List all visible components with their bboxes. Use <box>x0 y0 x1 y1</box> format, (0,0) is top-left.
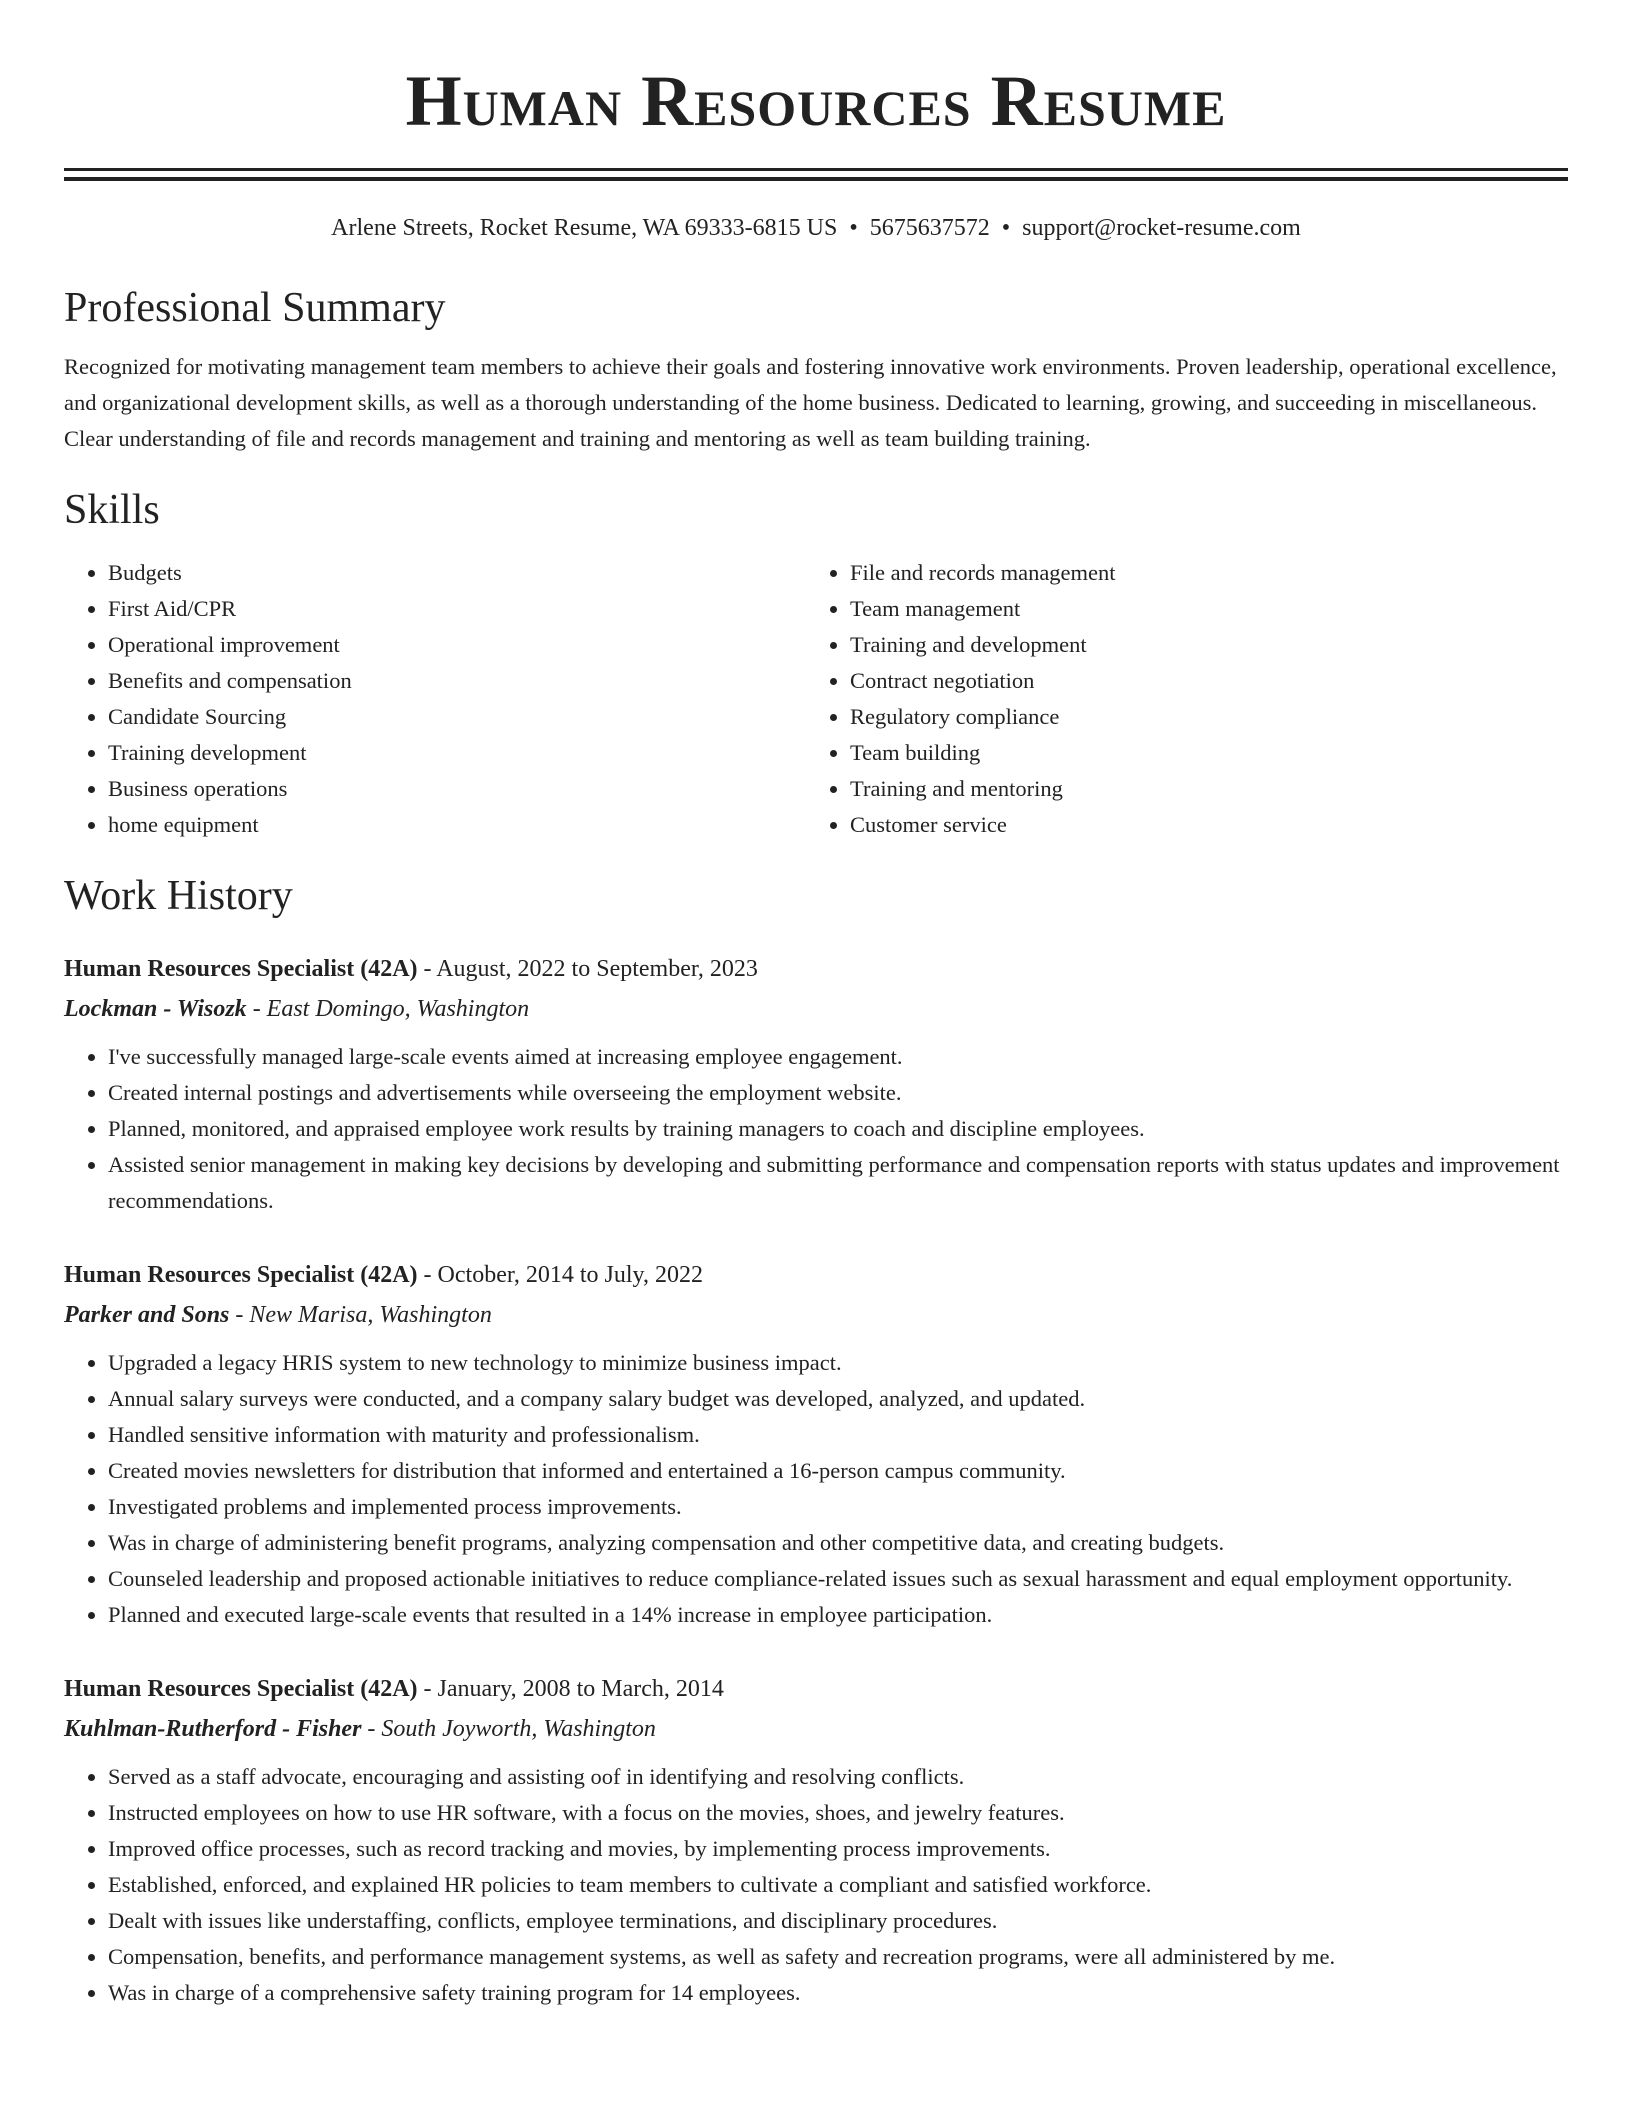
contact-line <box>64 213 1568 243</box>
skill-item: • Training and mentoring <box>850 771 1548 807</box>
job-company: Lockman - Wisozk <box>64 996 247 1022</box>
contact-separator: • <box>849 215 858 241</box>
contact-email: support@rocket-resume.com <box>1022 215 1301 241</box>
skill-item: • Regulatory compliance <box>850 699 1548 735</box>
job-bullet: • Planned and executed large-scale events that resulted in a 14% increase in employee participation. <box>108 1597 1568 1633</box>
skill-item: • Benefits and compensation <box>108 663 806 699</box>
job-bullet: • Assisted senior management in making key decisions by developing and submitting performance and compensation reports with status updates and improvement recommendations. <box>108 1147 1568 1219</box>
job-bullet: • Compensation, benefits, and performance management systems, as well as safety and recreation programs, were all administered by me. <box>108 1939 1568 1975</box>
job-title-line <box>64 949 1568 989</box>
job-bullet: • Improved office processes, such as record tracking and movies, by implementing process improvements. <box>108 1831 1568 1867</box>
job-role: Human Resources Specialist (42A) <box>64 956 418 982</box>
job-bullet: • Instructed employees on how to use HR software, with a focus on the movies, shoes, and jewelry features. <box>108 1795 1568 1831</box>
job-entry <box>64 1669 1568 2011</box>
job-bullet: • Investigated problems and implemented process improvements. <box>108 1489 1568 1525</box>
skill-item: • home equipment <box>108 807 806 843</box>
job-dates: - August, 2022 to September, 2023 <box>417 956 758 982</box>
job-bullet: • Counseled leadership and proposed actionable initiatives to reduce compliance-related issues such as sexual harassment and equal employment opportunity. <box>108 1561 1568 1597</box>
skill-item: • Budgets <box>108 555 806 591</box>
skill-item: • Contract negotiation <box>850 663 1548 699</box>
contact-address: Arlene Streets, Rocket Resume, WA 69333-6815 US <box>331 215 838 241</box>
skill-item: • File and records management <box>850 555 1548 591</box>
skill-item: • Customer service <box>850 807 1548 843</box>
job-role: Human Resources Specialist (42A) <box>64 1262 418 1288</box>
job-entry <box>64 949 1568 1219</box>
job-title-line <box>64 1669 1568 1709</box>
job-company: Parker and Sons <box>64 1302 230 1328</box>
summary-heading: Professional Summary <box>64 285 446 331</box>
job-bullets <box>64 1039 1568 1219</box>
contact-separator: • <box>1001 215 1011 241</box>
job-title-line <box>64 1255 1568 1295</box>
job-bullet: • Served as a staff advocate, encouraging and assisting oof in identifying and resolving conflicts. <box>108 1759 1568 1795</box>
job-bullet: • Was in charge of a comprehensive safety training program for 14 employees. <box>108 1975 1568 2011</box>
job-bullet: • Handled sensitive information with maturity and professionalism. <box>108 1417 1568 1453</box>
job-location: - New Marisa, Washington <box>229 1302 492 1328</box>
job-entry <box>64 1255 1568 1633</box>
job-dates: - January, 2008 to March, 2014 <box>417 1676 724 1702</box>
skill-item: • Team management <box>850 591 1548 627</box>
title-divider-top <box>64 168 1568 171</box>
job-company-line <box>64 989 1568 1029</box>
summary-text: Recognized for motivating management team members to achieve their goals and fostering innovative work environments. Proven leadership, operational excellence, and organizational development skills, as well as a thorough understanding of the home business. Dedicated to learning, growing, and succeeding in miscellaneous. Clear understanding of file and records management and training and mentoring as well as team building training. <box>64 354 1557 451</box>
job-bullet: • Established, enforced, and explained HR policies to team members to cultivate a compliant and satisfied workforce. <box>108 1867 1568 1903</box>
job-location: - East Domingo, Washington <box>246 996 530 1022</box>
job-bullets <box>64 1345 1568 1633</box>
skills-list-left <box>64 555 806 843</box>
job-bullet: • Was in charge of administering benefit programs, analyzing compensation and other competitive data, and creating budgets. <box>108 1525 1568 1561</box>
job-location: - South Joyworth, Washington <box>361 1716 656 1742</box>
job-company: Kuhlman-Rutherford - Fisher <box>64 1716 362 1742</box>
job-role: Human Resources Specialist (42A) <box>64 1676 418 1702</box>
skill-item: • Training and development <box>850 627 1548 663</box>
skill-item: • Operational improvement <box>108 627 806 663</box>
job-bullet: • Upgraded a legacy HRIS system to new technology to minimize business impact. <box>108 1345 1568 1381</box>
job-bullet: • Dealt with issues like understaffing, conflicts, employee terminations, and disciplinary procedures. <box>108 1903 1568 1939</box>
skill-item: • Team building <box>850 735 1548 771</box>
job-bullet: • Created movies newsletters for distribution that informed and entertained a 16-person campus community. <box>108 1453 1568 1489</box>
page-title: Human Resources Resume <box>405 61 1227 141</box>
contact-phone: 5675637572 <box>869 215 990 241</box>
skills-heading: Skills <box>64 487 160 533</box>
title-divider-bottom <box>64 177 1568 181</box>
job-company-line <box>64 1709 1568 1749</box>
skill-item: • Business operations <box>108 771 806 807</box>
job-bullet: • Created internal postings and advertisements while overseeing the employment website. <box>108 1075 1568 1111</box>
skill-item: • Training development <box>108 735 806 771</box>
work-history-heading: Work History <box>64 873 293 919</box>
skills-columns <box>64 555 1568 843</box>
job-bullet: • Annual salary surveys were conducted, and a company salary budget was developed, analyzed, and updated. <box>108 1381 1568 1417</box>
skill-item: • Candidate Sourcing <box>108 699 806 735</box>
skills-list-right <box>806 555 1548 843</box>
job-bullet: • Planned, monitored, and appraised employee work results by training managers to coach and discipline employees. <box>108 1111 1568 1147</box>
job-bullets <box>64 1759 1568 2011</box>
job-company-line <box>64 1295 1568 1335</box>
job-bullet: • I've successfully managed large-scale events aimed at increasing employee engagement. <box>108 1039 1568 1075</box>
skill-item: • First Aid/CPR <box>108 591 806 627</box>
job-dates: - October, 2014 to July, 2022 <box>417 1262 703 1288</box>
